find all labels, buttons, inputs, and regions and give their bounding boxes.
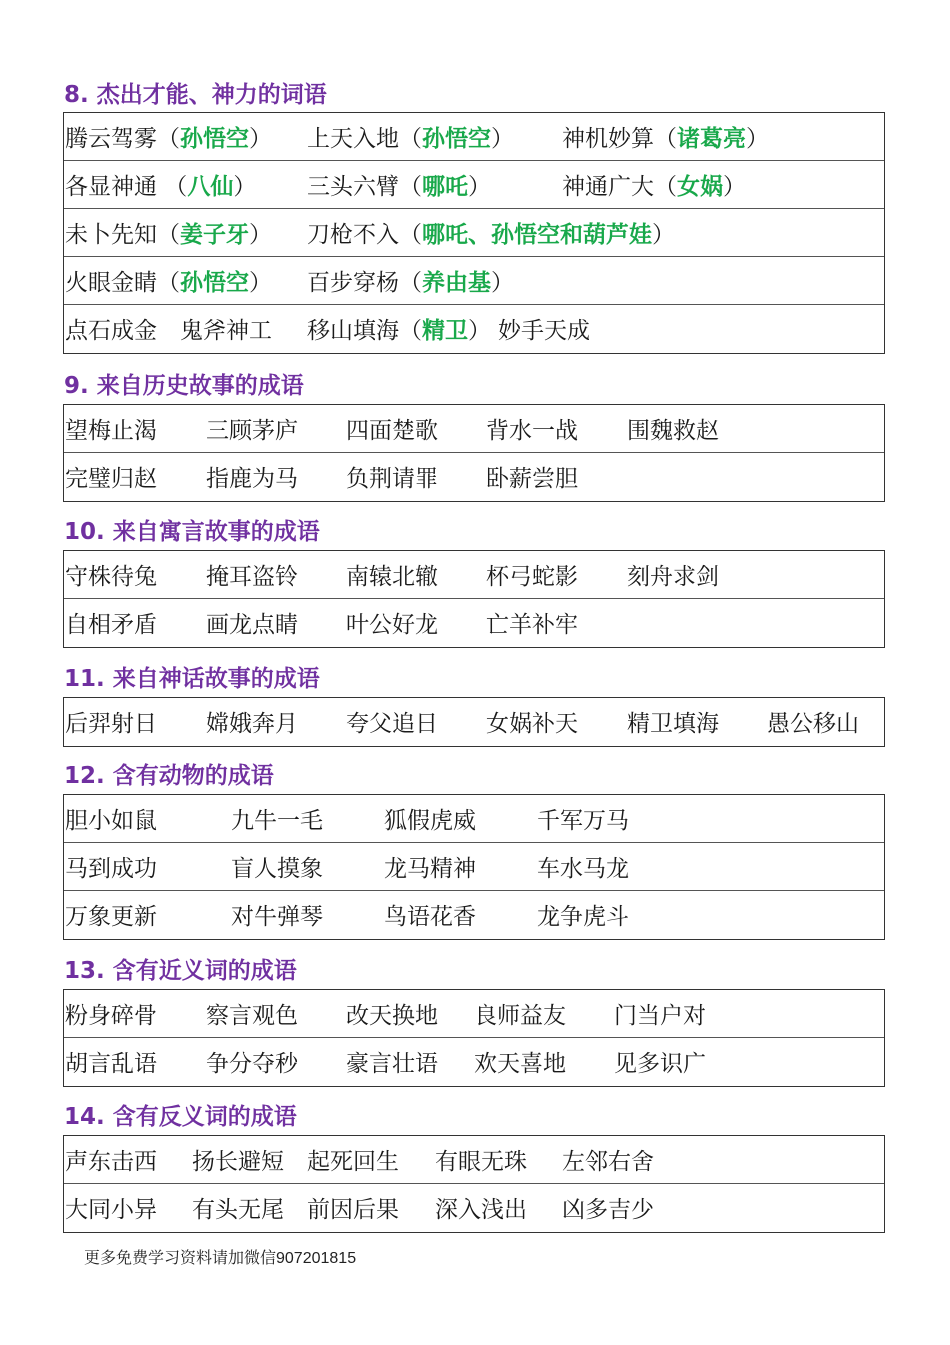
close-paren: ） <box>249 126 272 152</box>
idiom-word: 妙手天成 <box>498 318 590 344</box>
open-paren: （ <box>157 222 180 248</box>
idiom-word: 神通广大 <box>562 174 654 200</box>
idiom-cell: 千军万马 <box>537 808 629 834</box>
idiom-word: 上天入地 <box>307 126 399 152</box>
idiom-cell: 围魏救赵 <box>627 418 719 444</box>
idiom-cell <box>180 305 272 352</box>
idiom-cell <box>307 113 514 160</box>
close-paren: ） <box>233 174 257 200</box>
idiom-cell: 画龙点睛 <box>206 612 298 638</box>
idiom-word: 未卜先知 <box>65 222 157 248</box>
idiom-cell: 对牛弹琴 <box>231 904 323 930</box>
open-paren: （ <box>399 126 422 152</box>
idiom-cell: 刻舟求剑 <box>627 564 719 590</box>
idiom-cell: 龙争虎斗 <box>537 904 629 930</box>
table-row <box>64 795 884 843</box>
person-name: 诸葛亮 <box>677 126 746 152</box>
table-row <box>64 599 884 647</box>
section-title-8: 8. 杰出才能、神力的词语 <box>64 82 327 108</box>
idiom-cell <box>498 305 590 352</box>
idiom-table-11 <box>63 697 885 747</box>
idiom-word: 移山填海 <box>307 318 399 344</box>
idiom-word: 三头六臂 <box>307 174 399 200</box>
idiom-cell: 自相矛盾 <box>65 612 157 638</box>
idiom-cell: 守株待兔 <box>65 564 157 590</box>
idiom-table-10 <box>63 550 885 648</box>
table-row <box>64 990 884 1038</box>
idiom-cell <box>307 305 491 352</box>
idiom-cell: 有头无尾 <box>192 1197 284 1223</box>
close-paren: ） <box>746 126 769 152</box>
person-name: 养由基 <box>422 270 491 296</box>
idiom-cell: 鸟语花香 <box>384 904 476 930</box>
idiom-cell: 万象更新 <box>65 904 157 930</box>
idiom-cell: 掩耳盗铃 <box>206 564 298 590</box>
idiom-cell: 愚公移山 <box>767 711 859 737</box>
table-row <box>64 453 884 501</box>
idiom-cell: 女娲补天 <box>486 711 578 737</box>
table-row <box>64 113 884 161</box>
open-paren: （ <box>399 270 422 296</box>
person-name: 孙悟空 <box>180 270 249 296</box>
idiom-cell <box>65 257 272 304</box>
idiom-cell: 有眼无珠 <box>435 1149 527 1175</box>
idiom-cell: 门当户对 <box>614 1003 706 1029</box>
close-paren: ） <box>723 174 746 200</box>
idiom-cell <box>307 209 675 256</box>
idiom-cell <box>562 161 746 208</box>
table-row <box>64 257 884 305</box>
open-paren: （ <box>399 174 422 200</box>
person-name: 姜子牙 <box>180 222 249 248</box>
table-row <box>64 1038 884 1086</box>
idiom-cell: 负荆请罪 <box>346 466 438 492</box>
idiom-cell: 改天换地 <box>346 1003 438 1029</box>
person-name: 孙悟空 <box>180 126 249 152</box>
idiom-cell: 盲人摸象 <box>231 856 323 882</box>
idiom-table-13 <box>63 989 885 1087</box>
close-paren: ） <box>652 222 675 248</box>
table-row <box>64 843 884 891</box>
idiom-cell <box>307 161 491 208</box>
idiom-cell: 扬长避短 <box>192 1149 284 1175</box>
idiom-cell: 杯弓蛇影 <box>486 564 578 590</box>
idiom-cell: 龙马精神 <box>384 856 476 882</box>
idiom-cell: 叶公好龙 <box>346 612 438 638</box>
table-row <box>64 551 884 599</box>
idiom-cell: 九牛一毛 <box>231 808 323 834</box>
idiom-cell: 凶多吉少 <box>562 1197 654 1223</box>
table-row <box>64 305 884 353</box>
idiom-cell <box>65 209 272 256</box>
person-name: 女娲 <box>677 174 723 200</box>
open-paren: （ <box>157 270 180 296</box>
idiom-word: 鬼斧神工 <box>180 318 272 344</box>
idiom-cell: 胆小如鼠 <box>65 808 157 834</box>
section-title-10: 10. 来自寓言故事的成语 <box>64 519 320 545</box>
close-paren: ） <box>249 222 272 248</box>
idiom-cell: 马到成功 <box>65 856 157 882</box>
idiom-word: 百步穿杨 <box>307 270 399 296</box>
idiom-cell: 车水马龙 <box>537 856 629 882</box>
open-paren: （ <box>399 318 422 344</box>
idiom-word: 点石成金 <box>65 318 157 344</box>
table-row <box>64 1184 884 1232</box>
idiom-table-9 <box>63 404 885 502</box>
person-name: 哪吒、孙悟空和葫芦娃 <box>422 222 652 248</box>
idiom-cell: 完璧归赵 <box>65 466 157 492</box>
idiom-cell <box>65 113 272 160</box>
close-paren: ） <box>491 270 514 296</box>
person-name: 孙悟空 <box>422 126 491 152</box>
idiom-cell: 四面楚歌 <box>346 418 438 444</box>
idiom-cell: 起死回生 <box>307 1149 399 1175</box>
idiom-cell: 声东击西 <box>65 1149 157 1175</box>
idiom-cell: 左邻右舍 <box>562 1149 654 1175</box>
idiom-cell <box>562 113 769 160</box>
person-name: 精卫 <box>422 318 468 344</box>
idiom-cell: 见多识广 <box>614 1051 706 1077</box>
idiom-cell: 三顾茅庐 <box>206 418 298 444</box>
open-paren: （ <box>654 174 677 200</box>
close-paren: ） <box>468 174 491 200</box>
idiom-cell: 狐假虎威 <box>384 808 476 834</box>
idiom-cell: 深入浅出 <box>435 1197 527 1223</box>
idiom-cell: 争分夺秒 <box>206 1051 298 1077</box>
table-row <box>64 1136 884 1184</box>
open-paren: （ <box>157 174 188 200</box>
idiom-cell: 精卫填海 <box>627 711 719 737</box>
section-title-9: 9. 来自历史故事的成语 <box>64 373 304 399</box>
table-row <box>64 209 884 257</box>
idiom-cell: 良师益友 <box>474 1003 566 1029</box>
idiom-word: 腾云驾雾 <box>65 126 157 152</box>
idiom-word: 各显神通 <box>65 174 157 200</box>
table-row <box>64 405 884 453</box>
idiom-cell: 亡羊补牢 <box>486 612 578 638</box>
idiom-cell: 胡言乱语 <box>65 1051 157 1077</box>
idiom-cell: 望梅止渴 <box>65 418 157 444</box>
close-paren: ） <box>249 270 272 296</box>
idiom-cell <box>65 305 157 352</box>
section-title-11: 11. 来自神话故事的成语 <box>64 666 320 692</box>
idiom-word: 神机妙算 <box>562 126 654 152</box>
footer-note: 更多免费学习资料请加微信907201815 <box>84 1250 357 1267</box>
idiom-table-14 <box>63 1135 885 1233</box>
table-row <box>64 161 884 209</box>
idiom-cell <box>65 161 256 208</box>
person-name: 八仙 <box>187 174 234 200</box>
table-row <box>64 698 884 746</box>
idiom-cell: 后羿射日 <box>65 711 157 737</box>
idiom-word: 刀枪不入 <box>307 222 399 248</box>
close-paren: ） <box>468 318 491 344</box>
idiom-cell: 指鹿为马 <box>206 466 298 492</box>
person-name: 哪吒 <box>422 174 468 200</box>
idiom-table-8 <box>63 112 885 354</box>
idiom-cell: 察言观色 <box>206 1003 298 1029</box>
idiom-word: 火眼金睛 <box>65 270 157 296</box>
idiom-cell: 豪言壮语 <box>346 1051 438 1077</box>
idiom-cell: 南辕北辙 <box>346 564 438 590</box>
idiom-cell: 欢天喜地 <box>474 1051 566 1077</box>
idiom-table-12 <box>63 794 885 940</box>
idiom-cell: 嫦娥奔月 <box>206 711 298 737</box>
section-title-13: 13. 含有近义词的成语 <box>64 958 297 984</box>
idiom-cell: 大同小异 <box>65 1197 157 1223</box>
idiom-cell: 粉身碎骨 <box>65 1003 157 1029</box>
open-paren: （ <box>654 126 677 152</box>
open-paren: （ <box>399 222 422 248</box>
section-title-14: 14. 含有反义词的成语 <box>64 1104 297 1130</box>
open-paren: （ <box>157 126 180 152</box>
section-title-12: 12. 含有动物的成语 <box>64 763 274 789</box>
close-paren: ） <box>491 126 514 152</box>
table-row <box>64 891 884 939</box>
idiom-cell <box>307 257 514 304</box>
idiom-cell: 卧薪尝胆 <box>486 466 578 492</box>
idiom-cell: 夸父追日 <box>346 711 438 737</box>
idiom-cell: 前因后果 <box>307 1197 399 1223</box>
idiom-cell: 背水一战 <box>486 418 578 444</box>
